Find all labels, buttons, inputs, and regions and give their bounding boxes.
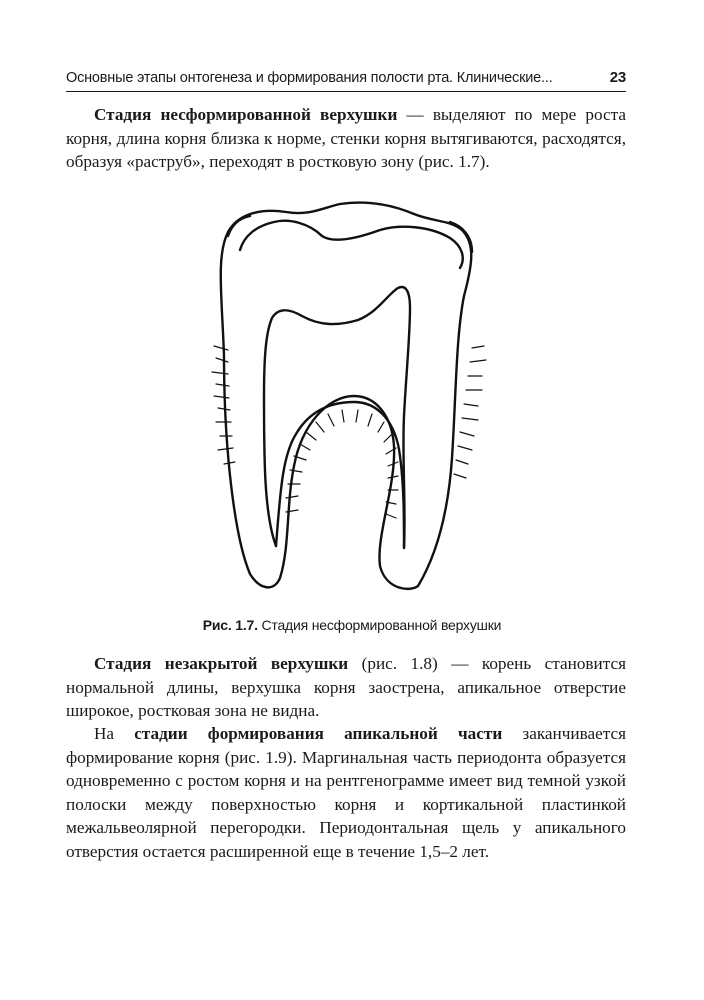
para1-term: Стадия несформированной верхушки bbox=[94, 105, 398, 124]
para1-text: — выделяют по мере роста корня, длина корня близка к норме, стенки корня вытягиваются, расходятся, образуя «раструб», переходят в ростковую зону (рис. 1.7). bbox=[66, 105, 626, 171]
para2-term: Стадия незакрытой верхушки bbox=[94, 654, 349, 673]
figure-label: Рис. 1.7. bbox=[202, 617, 258, 633]
root-canal bbox=[276, 402, 404, 548]
crown-cusp-right bbox=[450, 222, 472, 252]
paragraph-2 bbox=[66, 652, 626, 723]
tooth-drawing bbox=[210, 196, 500, 596]
para3-lead: На bbox=[94, 724, 135, 743]
running-title: Основные этапы онтогенеза и формирования полости рта. Клинические... bbox=[66, 70, 553, 86]
page-number: 23 bbox=[609, 69, 626, 86]
tooth-outer-outline bbox=[221, 202, 472, 588]
figure-caption-text: Стадия несформированной верхушки bbox=[257, 617, 502, 633]
para3-text: заканчивается формирование корня (рис. 1.9). Маргинальная часть периодонта образуется одновременно с ростом корня и на рентгенограмме имеет вид темной узкой полоски между поверхностью корня и кортикальной пластинкой межальвеолярной перегородки. Периодонтальная щель у апикального отверстия остается расширенной еще в течение 1,5–2 лет. bbox=[66, 724, 626, 861]
paragraph-1 bbox=[66, 103, 626, 174]
header-rule bbox=[66, 91, 626, 92]
paragraph-3 bbox=[66, 722, 626, 863]
para3-term: стадии формирования апикальной части bbox=[134, 724, 503, 743]
figure-caption bbox=[0, 617, 704, 633]
root-fibers bbox=[212, 346, 486, 518]
tooth-illustration bbox=[210, 196, 500, 596]
para2-text: (рис. 1.8) — корень становится нормальной длины, верхушка корня заострена, апикальное отверстие широкое, ростковая зона не видна. bbox=[66, 654, 626, 720]
running-header bbox=[66, 69, 626, 86]
pulp-chamber bbox=[264, 287, 410, 548]
enamel-line bbox=[240, 221, 463, 268]
